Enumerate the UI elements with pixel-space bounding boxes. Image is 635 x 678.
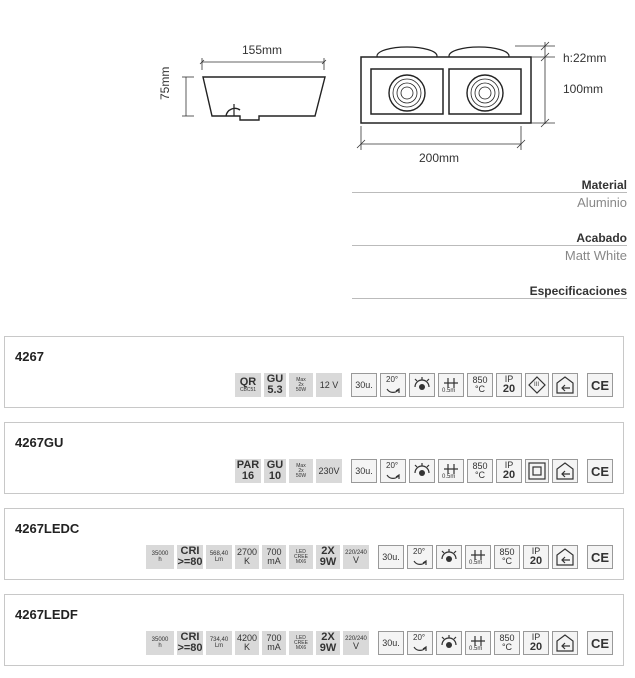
side-height-label: 75mm (158, 66, 172, 100)
icon-text: 4200 (236, 633, 258, 643)
icon-text: LED (296, 548, 306, 555)
product-card (4, 336, 624, 408)
icon-text: 50W (295, 472, 307, 479)
specifications-divider (352, 298, 627, 299)
icon-text: CRI (180, 545, 200, 557)
power-icon (289, 459, 313, 483)
lifetime-icon (146, 545, 174, 569)
icon-text: 2x (298, 381, 304, 388)
icon-text: 734,40 (209, 637, 229, 643)
icon-text: 12 V (319, 379, 339, 390)
icon-text: PAR (236, 459, 260, 471)
product-icons (146, 631, 613, 655)
color-temp-icon (235, 545, 259, 569)
icon-text: MX6 (295, 558, 307, 565)
installation-icon (552, 373, 578, 397)
tilt-20-icon (407, 631, 433, 655)
material-label: Material (581, 178, 627, 192)
product-card (4, 422, 624, 494)
product-icons (235, 373, 613, 397)
class-iii-icon (525, 373, 549, 397)
icon-text: Lm (214, 557, 224, 563)
icon-text: 2X (321, 545, 335, 557)
finish-value: Matt White (564, 248, 627, 263)
color-temp-icon (235, 631, 259, 655)
icon-text: 0.5m (469, 560, 483, 566)
voltage-icon (343, 545, 369, 569)
icon-text: Max (296, 462, 306, 469)
lamp-type-icon (235, 459, 261, 483)
icon-text: CREE (294, 553, 308, 560)
icon-text: GU (266, 459, 284, 471)
product-code: 4267LEDC (15, 521, 80, 536)
icon-text: 700 (266, 547, 282, 557)
beam-30-icon (378, 631, 404, 655)
top-view-drawing (355, 40, 565, 160)
ip-rating-icon (523, 631, 549, 655)
voltage-icon (316, 459, 342, 483)
distance-icon (465, 631, 491, 655)
current-icon (262, 545, 286, 569)
icon-text: 850 (499, 633, 515, 643)
distance-icon (465, 545, 491, 569)
material-divider (352, 192, 627, 193)
icon-text: °C (474, 384, 486, 394)
icon-text: h (158, 557, 162, 563)
icon-text: °C (474, 470, 486, 480)
distance-icon (438, 373, 464, 397)
product-card (4, 508, 624, 580)
ip-rating-icon (496, 373, 522, 397)
icon-text: CBC51 (239, 387, 257, 393)
icon-text: 35000 (151, 637, 169, 643)
ce-mark-icon (587, 545, 613, 569)
installation-icon (552, 459, 578, 483)
icon-text: °C (501, 642, 513, 652)
icon-text: MX6 (295, 644, 307, 651)
top-height-label: h:22mm (563, 51, 607, 65)
product-icons (235, 459, 613, 483)
class-ii-icon (525, 459, 549, 483)
icon-text: 0.5m (442, 474, 456, 480)
icon-text: 850 (499, 547, 515, 557)
icon-text: 20 (502, 383, 516, 395)
lifetime-icon (146, 631, 174, 655)
icon-text: mA (267, 642, 281, 652)
icon-text: 220/240 (345, 549, 367, 556)
icon-text: 20 (529, 641, 543, 653)
cri-icon (177, 545, 203, 569)
temperature-icon (494, 545, 520, 569)
temperature-icon (494, 631, 520, 655)
ip-rating-icon (523, 545, 549, 569)
icon-text: 2x (298, 467, 304, 474)
current-icon (262, 631, 286, 655)
lumen-icon (206, 631, 232, 655)
icon-text: IP (504, 374, 514, 384)
icon-text: IP (504, 460, 514, 470)
icon-text: 20 (502, 469, 516, 481)
product-code: 4267GU (15, 435, 64, 450)
tilt-20-icon (407, 545, 433, 569)
icon-text: 20° (386, 461, 399, 470)
icon-text: 0.5m (442, 388, 456, 394)
icon-text: 2X (321, 631, 335, 643)
lamp-type-icon (235, 373, 261, 397)
icon-text: 30u. (355, 379, 373, 390)
icon-text: Max (296, 376, 306, 383)
icon-text: K (243, 642, 250, 652)
icon-text: LED (296, 634, 306, 641)
icon-text: 5.3 (267, 384, 283, 396)
icon-text: 30u. (355, 465, 373, 476)
icon-text: 20° (386, 375, 399, 384)
finish-divider (352, 245, 627, 246)
icon-text: 20 (529, 555, 543, 567)
installation-icon (552, 545, 578, 569)
eye-protection-icon (436, 545, 462, 569)
product-icons (146, 545, 613, 569)
icon-text: IP (531, 632, 541, 642)
icon-text: V (352, 554, 359, 565)
icon-text: 230V (318, 465, 340, 476)
tilt-20-icon (380, 459, 406, 483)
icon-text: 9W (319, 556, 337, 568)
temperature-icon (467, 459, 493, 483)
tilt-20-icon (380, 373, 406, 397)
icon-text: h (158, 643, 162, 649)
icon-text: >=80 (177, 642, 203, 654)
led-power-icon (316, 545, 340, 569)
cri-icon (177, 631, 203, 655)
icon-text: CE (590, 549, 610, 565)
specifications-label: Especificaciones (529, 284, 627, 298)
ce-mark-icon (587, 631, 613, 655)
icon-text: 10 (268, 470, 282, 482)
product-card (4, 594, 624, 666)
icon-text: °C (501, 556, 513, 566)
icon-text: 850 (472, 375, 488, 385)
beam-30-icon (351, 459, 377, 483)
icon-text: GU (266, 373, 284, 385)
product-code: 4267LEDF (15, 607, 78, 622)
lumen-icon (206, 545, 232, 569)
voltage-icon (316, 373, 342, 397)
temperature-icon (467, 373, 493, 397)
icon-text: 35000 (151, 551, 169, 557)
eye-protection-icon (409, 373, 435, 397)
icon-text: 9W (319, 642, 337, 654)
icon-text: 568,40 (209, 551, 229, 557)
ip-rating-icon (496, 459, 522, 483)
beam-30-icon (378, 545, 404, 569)
icon-text: 700 (266, 633, 282, 643)
icon-text: CE (590, 635, 610, 651)
icon-text: mA (267, 556, 281, 566)
icon-text: QR (239, 376, 257, 388)
icon-text: 220/240 (345, 635, 367, 642)
icon-text: V (352, 640, 359, 651)
product-code: 4267 (15, 349, 44, 364)
led-power-icon (316, 631, 340, 655)
icon-text: IP (531, 546, 541, 556)
installation-icon (552, 631, 578, 655)
icon-text: 850 (472, 461, 488, 471)
icon-text: CRI (180, 631, 200, 643)
finish-label: Acabado (576, 231, 627, 245)
eye-protection-icon (436, 631, 462, 655)
ce-mark-icon (587, 459, 613, 483)
icon-text: 30u. (382, 637, 400, 648)
icon-text: 16 (241, 470, 255, 482)
socket-icon (264, 373, 286, 397)
voltage-icon (343, 631, 369, 655)
icon-text: 2700 (236, 547, 258, 557)
icon-text: 30u. (382, 551, 400, 562)
icon-text: 20° (413, 547, 426, 556)
side-width-label: 155mm (242, 43, 283, 57)
icon-text: CE (590, 463, 610, 479)
socket-icon (264, 459, 286, 483)
eye-protection-icon (409, 459, 435, 483)
icon-text: Lm (214, 643, 224, 649)
led-chip-icon (289, 631, 313, 655)
icon-text: CREE (294, 639, 308, 646)
power-icon (289, 373, 313, 397)
led-chip-icon (289, 545, 313, 569)
material-value: Aluminio (577, 195, 627, 210)
icon-text: K (243, 556, 250, 566)
icon-text: >=80 (177, 556, 203, 568)
icon-text: III (534, 382, 540, 388)
ce-mark-icon (587, 373, 613, 397)
top-depth-label: 100mm (563, 82, 604, 96)
icon-text: 0.5m (469, 646, 483, 652)
distance-icon (438, 459, 464, 483)
icon-text: CE (590, 377, 610, 393)
icon-text: 50W (295, 386, 307, 393)
beam-30-icon (351, 373, 377, 397)
icon-text: 20° (413, 633, 426, 642)
top-width-label: 200mm (419, 151, 460, 165)
